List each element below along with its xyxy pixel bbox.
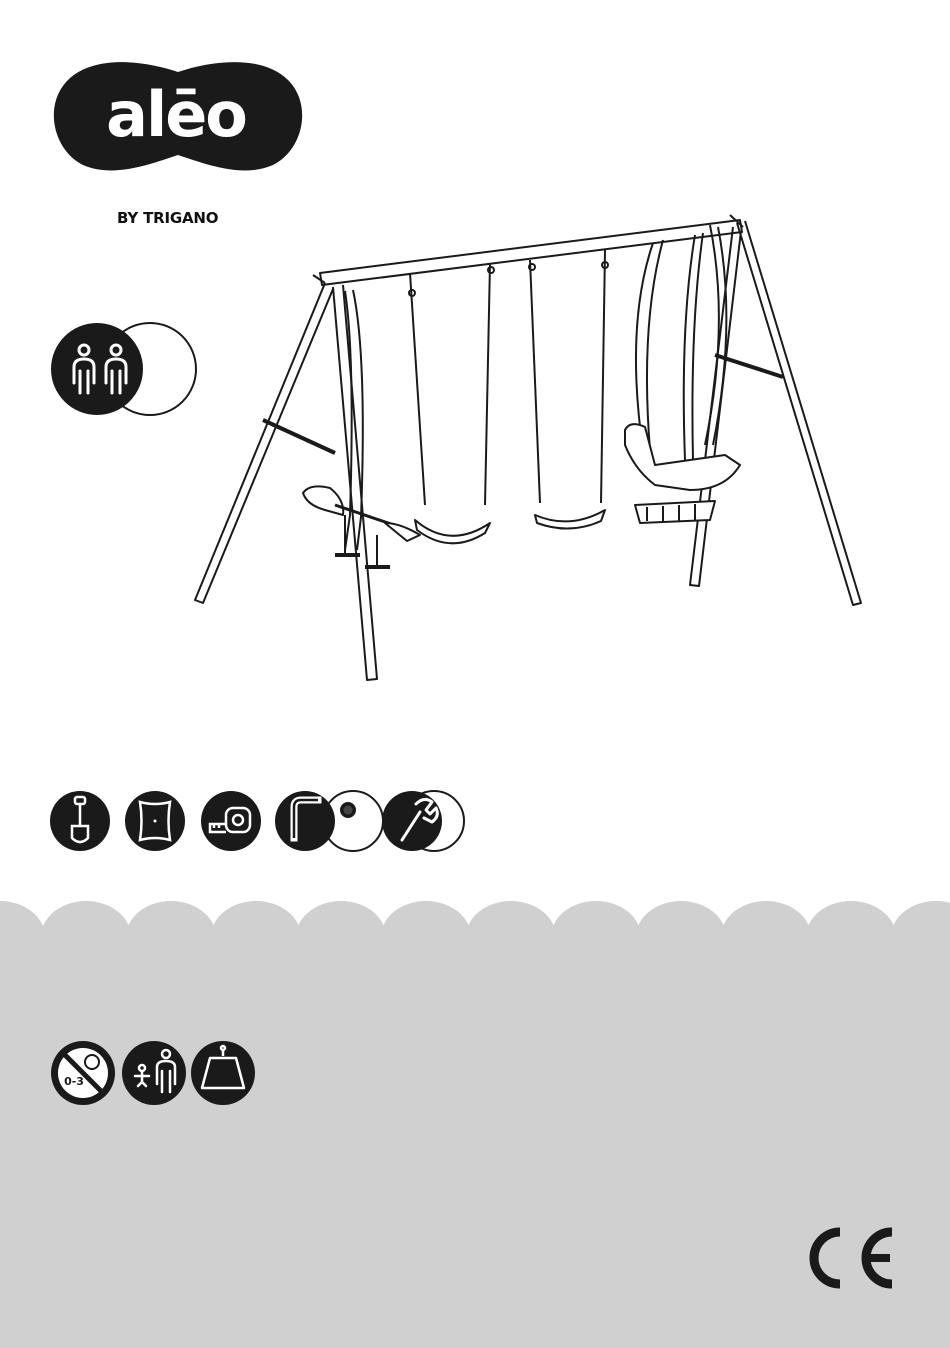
swing-seat-icon — [191, 1041, 255, 1105]
shovel-icon — [50, 791, 110, 851]
brand-byline: BY TRIGANO — [117, 209, 219, 227]
not-for-under-3-icon — [51, 1041, 115, 1105]
wrench-icon — [382, 791, 464, 851]
tape-measure-icon — [201, 791, 261, 851]
two-persons-icon — [50, 321, 200, 421]
aleo-logo — [48, 50, 306, 180]
logo-wordmark: alēo — [106, 78, 246, 151]
swing-set-illustration — [185, 205, 875, 695]
age-warning-text: 0-3 — [64, 1075, 84, 1088]
adult-supervision-icon — [122, 1041, 186, 1105]
required-tools-row — [48, 790, 468, 852]
ce-mark-icon — [800, 1222, 900, 1292]
allen-key-icon — [275, 791, 383, 851]
concrete-bag-icon — [125, 791, 185, 851]
safety-warnings-row — [50, 1040, 260, 1106]
